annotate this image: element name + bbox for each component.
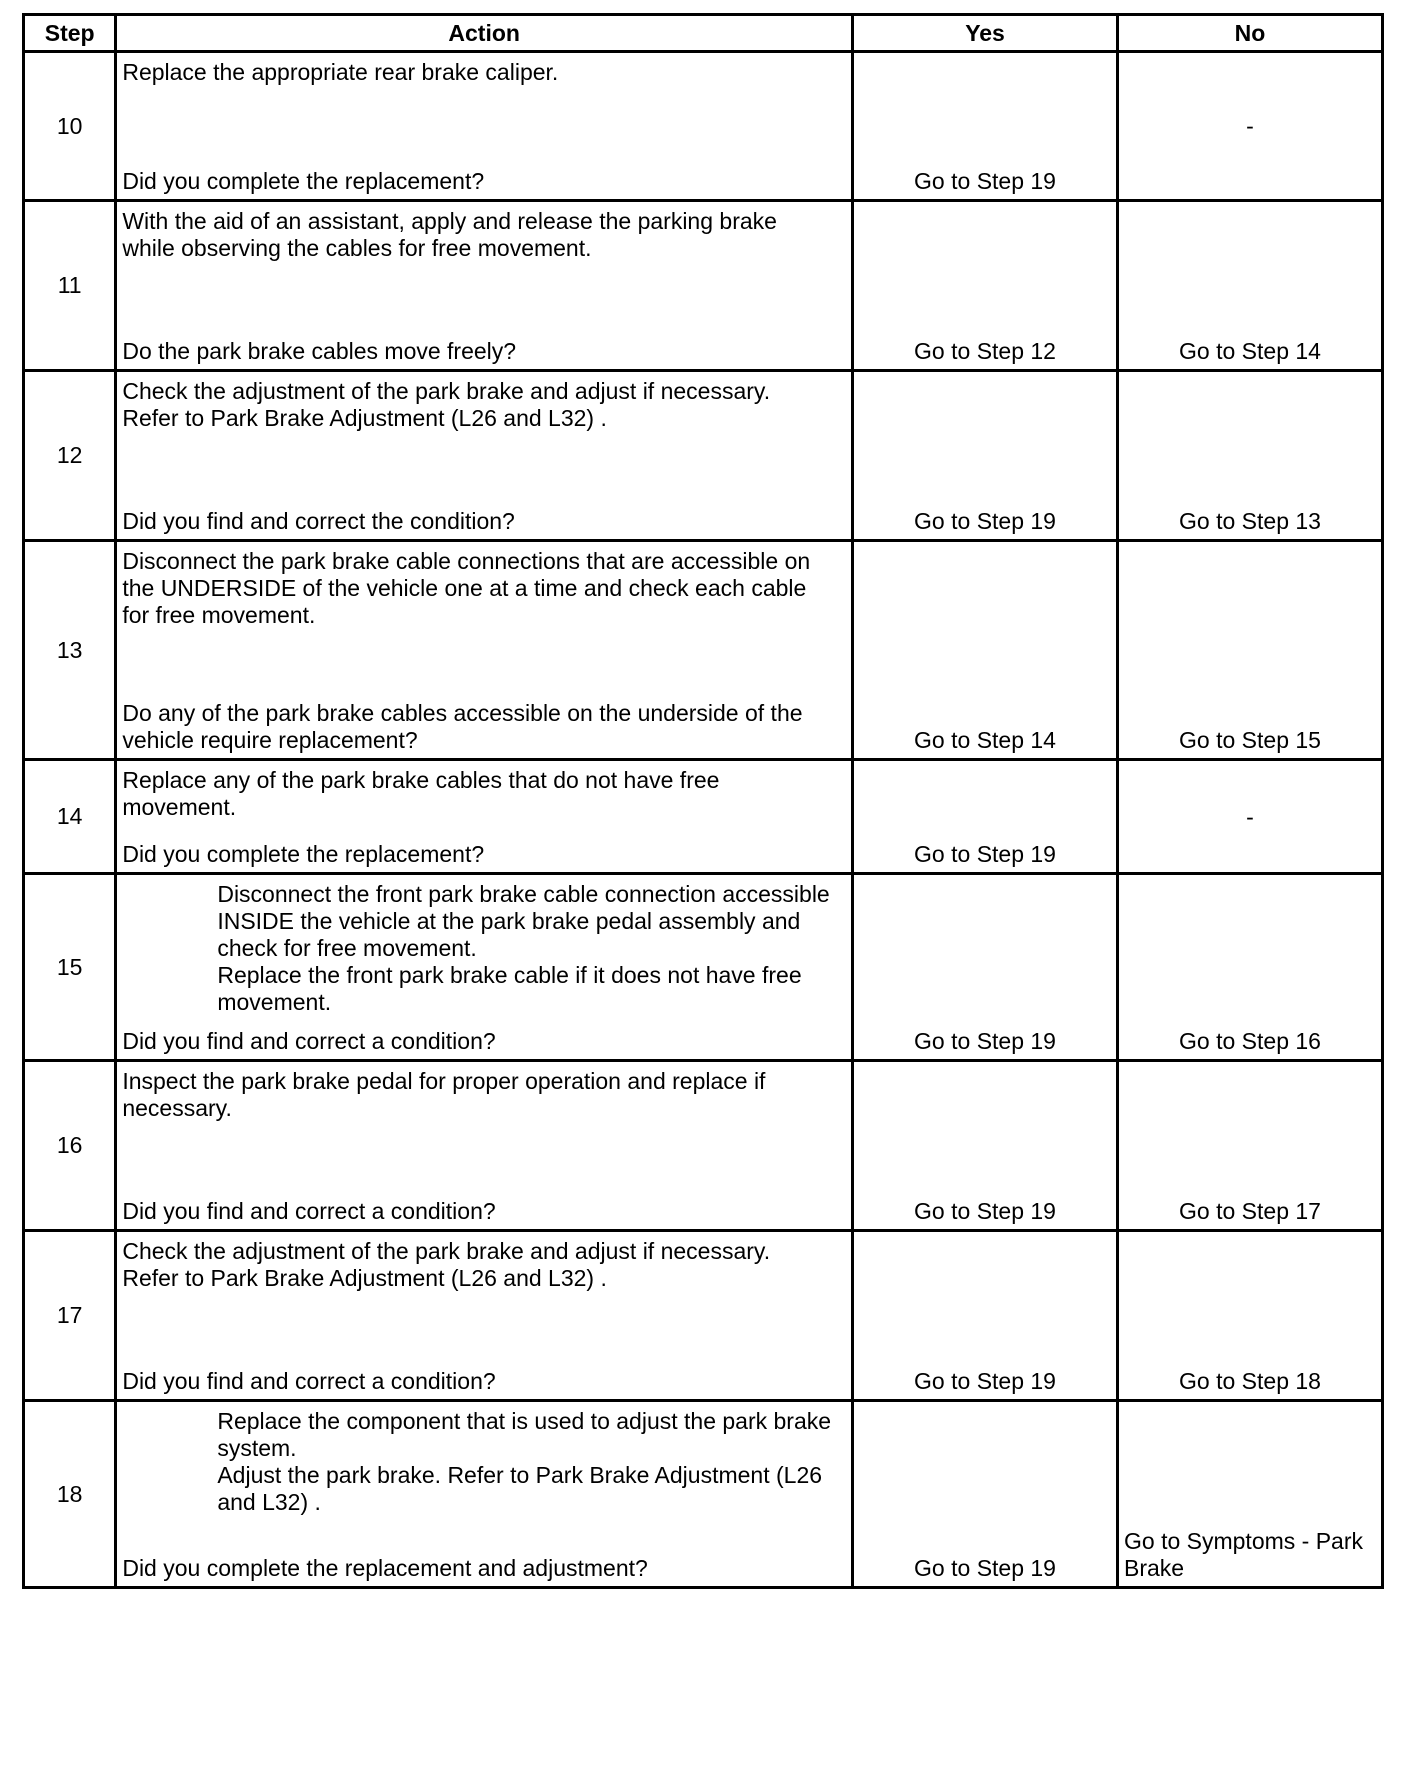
no-cell: Go to Step 13	[1118, 371, 1383, 541]
action-text: Replace the front park brake cable if it does not have free	[217, 962, 802, 988]
yes-cell: Go to Step 12	[853, 201, 1118, 371]
action-text: With the aid of an assistant, apply and release the parking brake	[122, 208, 777, 234]
action-text: Adjust the park brake. Refer to Park Brake Adjustment (L26	[217, 1462, 823, 1488]
table-row	[24, 52, 1383, 201]
action-question: Did you complete the replacement?	[122, 168, 485, 194]
action-cell	[116, 1401, 853, 1588]
action-question: Do any of the park brake cables accessible on the underside of the vehicle require replacement?	[122, 700, 803, 753]
action-text: Inspect the park brake pedal for proper operation and replace if	[122, 1068, 766, 1094]
no-cell: Go to Step 14	[1118, 201, 1383, 371]
action-text: Disconnect the park brake cable connections that are accessible on	[122, 548, 811, 574]
action-cell	[116, 1061, 853, 1231]
step-number: 17	[24, 1231, 116, 1401]
no-cell: -	[1118, 52, 1383, 201]
action-text: the UNDERSIDE of the vehicle one at a time and check each cable	[122, 575, 807, 601]
header-step: Step	[24, 15, 116, 52]
step-number: 11	[24, 201, 116, 371]
action-text: Refer to Park Brake Adjustment (L26 and L32) .	[122, 1265, 607, 1291]
action-text: necessary.	[122, 1095, 232, 1121]
header-action: Action	[116, 15, 853, 52]
no-cell: Go to Symptoms - Park Brake	[1118, 1401, 1383, 1588]
table-row	[24, 371, 1383, 541]
action-text: Replace the appropriate rear brake caliper.	[122, 59, 559, 85]
yes-cell: Go to Step 19	[853, 52, 1118, 201]
action-cell	[116, 874, 853, 1061]
action-cell	[116, 371, 853, 541]
action-text: check for free movement.	[217, 935, 477, 961]
action-question: Did you find and correct a condition?	[122, 1028, 496, 1054]
action-text: INSIDE the vehicle at the park brake pedal assembly and	[217, 908, 801, 934]
table-row	[24, 874, 1383, 1061]
step-number: 14	[24, 760, 116, 874]
no-cell: Go to Step 17	[1118, 1061, 1383, 1231]
action-text: movement.	[217, 989, 332, 1015]
action-text: while observing the cables for free movement.	[122, 235, 592, 261]
step-number: 16	[24, 1061, 116, 1231]
yes-cell: Go to Step 14	[853, 541, 1118, 760]
action-cell	[116, 52, 853, 201]
yes-cell: Go to Step 19	[853, 760, 1118, 874]
diagnostic-table	[22, 13, 1384, 1589]
action-text: Check the adjustment of the park brake and adjust if necessary.	[122, 378, 771, 404]
table-row	[24, 1231, 1383, 1401]
table-row	[24, 1061, 1383, 1231]
step-number: 15	[24, 874, 116, 1061]
action-question: Did you find and correct a condition?	[122, 1368, 496, 1394]
action-text: Disconnect the front park brake cable connection accessible	[217, 881, 830, 907]
header-yes: Yes	[853, 15, 1118, 52]
action-text: Replace any of the park brake cables that do not have free	[122, 767, 720, 793]
action-text: and L32) .	[217, 1489, 321, 1515]
action-question: Did you complete the replacement and adjustment?	[122, 1555, 648, 1581]
action-text: Check the adjustment of the park brake and adjust if necessary.	[122, 1238, 771, 1264]
yes-cell: Go to Step 19	[853, 1231, 1118, 1401]
table-row	[24, 201, 1383, 371]
no-cell: Go to Step 15	[1118, 541, 1383, 760]
action-cell	[116, 541, 853, 760]
step-number: 10	[24, 52, 116, 201]
yes-cell: Go to Step 19	[853, 371, 1118, 541]
no-cell: -	[1118, 760, 1383, 874]
action-question: Did you find and correct a condition?	[122, 1198, 496, 1224]
action-cell	[116, 760, 853, 874]
header-no: No	[1118, 15, 1383, 52]
action-question: Did you find and correct the condition?	[122, 508, 515, 534]
action-cell	[116, 201, 853, 371]
header-row	[24, 15, 1383, 52]
action-question: Did you complete the replacement?	[122, 841, 485, 867]
step-number: 12	[24, 371, 116, 541]
no-cell: Go to Step 16	[1118, 874, 1383, 1061]
yes-cell: Go to Step 19	[853, 1061, 1118, 1231]
step-number: 18	[24, 1401, 116, 1588]
yes-cell: Go to Step 19	[853, 874, 1118, 1061]
table-row	[24, 760, 1383, 874]
action-cell	[116, 1231, 853, 1401]
table-row	[24, 1401, 1383, 1588]
yes-cell: Go to Step 19	[853, 1401, 1118, 1588]
step-number: 13	[24, 541, 116, 760]
action-question: Do the park brake cables move freely?	[122, 338, 517, 364]
action-text: movement.	[122, 794, 237, 820]
no-cell: Go to Step 18	[1118, 1231, 1383, 1401]
action-text: for free movement.	[122, 602, 316, 628]
action-text: Refer to Park Brake Adjustment (L26 and L32) .	[122, 405, 607, 431]
action-text: Replace the component that is used to adjust the park brake	[217, 1408, 832, 1434]
table-row	[24, 541, 1383, 760]
action-text: system.	[217, 1435, 297, 1461]
